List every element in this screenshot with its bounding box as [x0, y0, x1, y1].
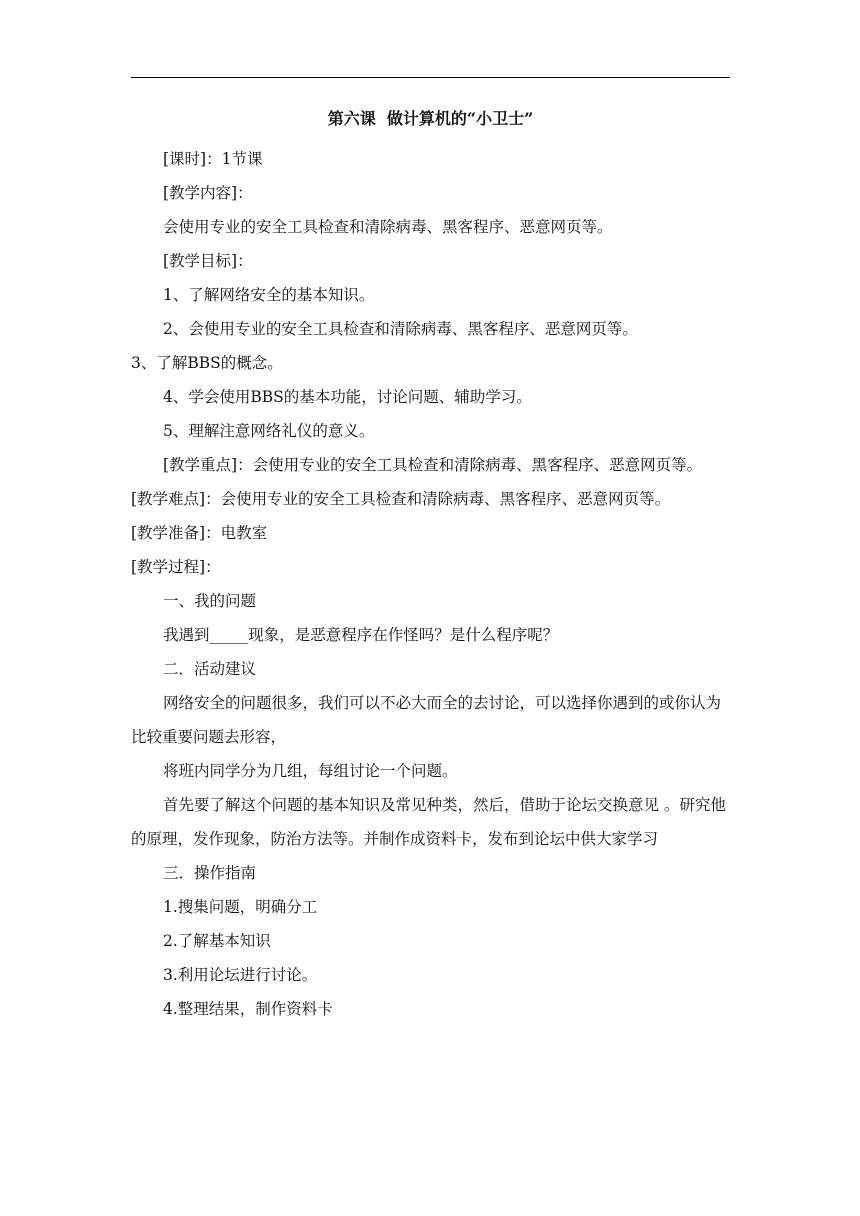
question-after: 现象，是恶意程序在作怪吗？是什么程序呢？ [248, 626, 559, 644]
section-heading: 三．操作指南 [163, 864, 257, 882]
goal-item: 4、学会使用BBS的基本功能，讨论问题、辅助学习。 [163, 388, 532, 406]
process-label: [教学过程]： [131, 558, 221, 576]
goal-item: 2、会使用专业的安全工具检查和清除病毒、黑客程序、恶意网页等。 [163, 320, 638, 338]
section-heading: 二．活动建议 [163, 660, 257, 678]
goal-item: 3、了解BBS的概念。 [131, 354, 283, 372]
question-before: 我遇到 [163, 626, 210, 644]
question-line [131, 618, 730, 652]
step-item: 2.了解基本知识 [163, 932, 271, 950]
class-hours: [课时]：1节课 [163, 150, 263, 168]
lesson-body [131, 142, 730, 1026]
content-text: 会使用专业的安全工具检查和清除病毒、黑客程序、恶意网页等。 [163, 218, 613, 236]
paragraph: 首先要了解这个问题的基本知识及常见种类，然后，借助于论坛交换意见 。研究他的原理，发作现象，防治方法等。并制作成资料卡，发布到论坛中供大家学习 [131, 796, 726, 848]
content-label: [教学内容]： [163, 184, 253, 202]
preparation: [教学准备]：电教室 [131, 524, 268, 542]
step-item: 4.整理结果，制作资料卡 [163, 1000, 333, 1018]
header-rule [131, 77, 730, 78]
goal-item: 1、了解网络安全的基本知识。 [163, 286, 375, 304]
step-item: 1.搜集问题，明确分工 [163, 898, 318, 916]
question-blank: _____ [209, 626, 249, 644]
paragraph: 将班内同学分为几组，每组讨论一个问题。 [163, 762, 458, 780]
step-item: 3.利用论坛进行讨论。 [163, 966, 318, 984]
goal-item: 5、理解注意网络礼仪的意义。 [163, 422, 375, 440]
lesson-title: 第六课 做计算机的“小卫士” [327, 109, 534, 128]
section-heading: 一、我的问题 [163, 592, 257, 610]
difficulties: [教学难点]：会使用专业的安全工具检查和清除病毒、黑客程序、恶意网页等。 [131, 490, 671, 508]
goals-label: [教学目标]： [163, 252, 253, 270]
paragraph: 网络安全的问题很多，我们可以不必大而全的去讨论，可以选择你遇到的或你认为比较重要问题去形容， [131, 694, 722, 746]
key-points: [教学重点]：会使用专业的安全工具检查和清除病毒、黑客程序、恶意网页等。 [163, 456, 703, 474]
